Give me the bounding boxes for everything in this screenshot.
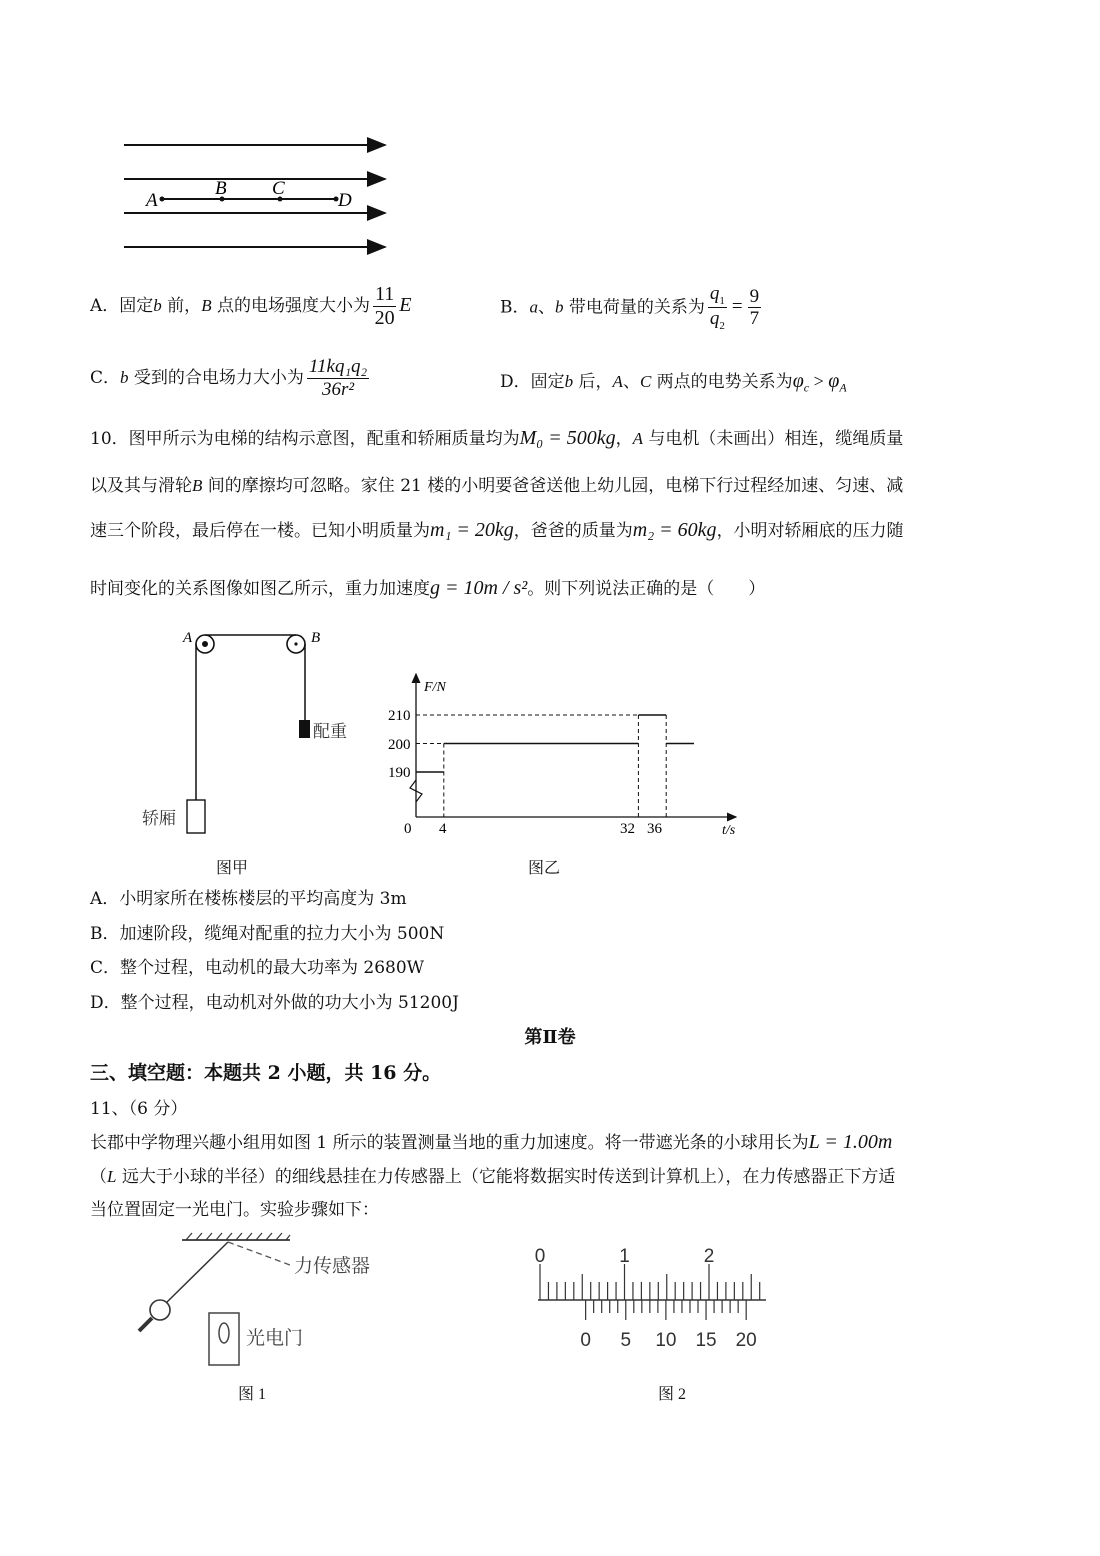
car-label: 轿厢 [142, 809, 176, 829]
q11-head: 11、（6 分） [90, 1099, 188, 1119]
option-text: 、 [538, 297, 555, 318]
section-heading: 三、填空题：本题共 2 小题，共 16 分。 [90, 1062, 442, 1084]
pendulum-figure [130, 1232, 410, 1372]
stem-text: 与电机（未画出）相连，缆绳质量 [643, 429, 904, 449]
elevator-diagram [130, 622, 370, 842]
stem-text: 间的摩擦均可忽略。家住 21 楼的小明要爸爸送他上幼儿园，电梯下行过程经加速、匀速、减 [202, 476, 904, 496]
stem-text: 10．图甲所示为电梯的结构示意图，配重和轿厢质量均为 [90, 429, 520, 449]
label-B: B [215, 178, 227, 199]
ceiling-hatch [186, 1233, 290, 1240]
numerator: 9 [749, 285, 760, 307]
q10-option-A: A．小明家所在楼栋楼层的平均高度为 3m [90, 889, 407, 909]
counterweight-label: 配重 [313, 722, 347, 742]
fraction [373, 283, 396, 330]
section-title: 第Ⅱ卷 [524, 1027, 576, 1048]
numerator [708, 283, 727, 308]
xtick-36: 36 [647, 821, 662, 837]
math-L: L = 1.00m [808, 1131, 893, 1153]
main-label-2: 2 [703, 1246, 715, 1267]
var-E: E [399, 294, 412, 316]
point-A [160, 197, 165, 202]
main-label-0: 0 [534, 1246, 546, 1267]
stem-text: ， [615, 429, 633, 449]
math-M0: M₀ = 500kg [519, 427, 616, 449]
q9-option-B [500, 283, 764, 333]
ytick-210: 210 [388, 708, 411, 724]
option-text: 两点的电势关系为 [651, 372, 793, 392]
label-A: A [183, 630, 193, 646]
denominator: 20 [374, 307, 395, 329]
stem-text: ，小明对轿厢底的压力随 [716, 521, 904, 541]
var-b: b [120, 367, 129, 387]
subscript: A [839, 380, 847, 395]
stem-text: 。则下列说法正确的是（ ） [527, 579, 766, 599]
fraction [307, 356, 369, 401]
stem-text: ，爸爸的质量为 [513, 521, 633, 541]
math-g: g = 10m / s² [430, 577, 528, 599]
light-strip [139, 1318, 152, 1331]
option-text: 、 [622, 372, 640, 392]
stem-text: 远大于小球的半径）的细线悬挂在力传感器上（它能将数据实时传送到计算机上），在力传感器正下方适 [116, 1167, 896, 1187]
math-m1: m₁ = 20kg [430, 519, 514, 541]
math-m2: m₂ = 60kg [632, 519, 717, 541]
var-a: a [529, 297, 538, 317]
var-phi: φ [792, 370, 804, 392]
option-text: 点的电场强度大小为 [211, 296, 370, 316]
denominator [708, 308, 727, 332]
caption-fig2: 图 2 [658, 1386, 687, 1403]
option-text: D．固定 [500, 372, 565, 392]
equals-sign: = [731, 296, 743, 318]
fraction [748, 286, 762, 331]
q11-line-1 [90, 1132, 892, 1152]
option-text: A．固定 [90, 296, 154, 316]
caption-jia: 图甲 [216, 858, 249, 877]
y-axis-label: F/N [424, 680, 446, 695]
q10-line-1 [90, 428, 903, 448]
ytick-190: 190 [388, 765, 411, 781]
force-time-chart [380, 662, 750, 842]
var-B: B [201, 296, 212, 315]
xtick-32: 32 [620, 821, 635, 837]
numerator: 11 [374, 283, 395, 305]
option-text: C． [90, 367, 121, 388]
option-text: B． [500, 297, 530, 318]
label-B: B [311, 630, 321, 646]
q10-line-4 [90, 578, 765, 598]
var-L: L [107, 1167, 117, 1186]
subscript: 1 [719, 294, 725, 307]
var-phi: φ [828, 370, 840, 392]
option-text: 带电荷量的关系为 [563, 297, 705, 318]
caption-yi: 图乙 [528, 858, 561, 877]
q10-option-C: C．整个过程，电动机的最大功率为 2680W [90, 958, 425, 978]
q9-option-D [500, 371, 847, 393]
var-q: q [709, 283, 720, 304]
var-A: A [612, 372, 623, 391]
origin-label: 0 [404, 821, 412, 837]
label-A: A [146, 190, 158, 211]
option-text: 受到的合电场力大小为 [128, 367, 304, 388]
option-text: 后， [573, 372, 613, 392]
string [166, 1242, 228, 1303]
label-C: C [272, 178, 285, 199]
q10-line-3 [90, 520, 904, 540]
pulley-B-axle [294, 642, 297, 645]
stem-text: （ [90, 1167, 107, 1187]
denominator: 36r² [321, 378, 355, 400]
ytick-200: 200 [388, 737, 411, 753]
ball [150, 1300, 170, 1320]
main-label-1: 1 [619, 1246, 630, 1267]
vernier-label-10: 10 [655, 1330, 677, 1351]
pulley-A-axle [202, 641, 208, 647]
q11-line-2 [90, 1168, 895, 1186]
var-B: B [192, 476, 203, 495]
var-b: b [555, 297, 564, 317]
vernier-marks [535, 1246, 766, 1351]
q10-option-B: B．加速阶段，缆绳对配重的拉力大小为 500N [90, 924, 445, 944]
sensor-pointer [228, 1242, 290, 1265]
q10-option-D: D．整个过程，电动机对外做的功大小为 51200J [90, 993, 459, 1013]
stem-text: 时间变化的关系图像如图乙所示，重力加速度 [90, 579, 430, 599]
stem-text: 速三个阶段，最后停在一楼。已知小明质量为 [90, 521, 430, 541]
caption-fig1: 图 1 [238, 1386, 267, 1403]
q9-option-A [90, 283, 411, 330]
q10-line-2 [90, 477, 903, 495]
stem-text: 以及其与滑轮 [90, 476, 192, 496]
xtick-4: 4 [439, 821, 447, 837]
stem-text: 长郡中学物理兴趣小组用如图 1 所示的装置测量当地的重力加速度。将一带遮光条的小球用长为 [90, 1133, 809, 1153]
counterweight-block [299, 720, 310, 738]
q9-option-C [90, 356, 372, 401]
vernier-label-0: 0 [580, 1330, 591, 1351]
sensor-label: 力传感器 [294, 1255, 371, 1277]
var-q: q [709, 308, 720, 330]
numerator: 11kq₁q₂ [308, 356, 368, 377]
chart-marks [416, 715, 694, 817]
vernier-label-20: 20 [735, 1330, 757, 1351]
photogate-window [219, 1323, 229, 1343]
var-A: A [632, 429, 644, 448]
option-text: 前， [161, 296, 202, 316]
car-box [187, 800, 205, 833]
var-C: C [639, 372, 652, 391]
label-D: D [338, 190, 352, 211]
gate-label: 光电门 [246, 1327, 304, 1349]
denominator: 7 [749, 308, 760, 330]
var-b: b [153, 296, 162, 315]
x-axis-label: t/s [722, 823, 736, 838]
photogate [209, 1313, 239, 1365]
q11-line-3: 当位置固定一光电门。实验步骤如下： [90, 1200, 379, 1220]
vernier-caliper [520, 1240, 780, 1360]
electric-field-figure [110, 128, 410, 258]
greater-sign: > [809, 371, 829, 391]
fraction [708, 283, 727, 333]
vernier-label-5: 5 [620, 1330, 632, 1351]
var-b: b [564, 372, 574, 391]
subscript: c [803, 380, 810, 395]
vernier-label-15: 15 [695, 1330, 717, 1351]
subscript: 2 [719, 320, 725, 333]
